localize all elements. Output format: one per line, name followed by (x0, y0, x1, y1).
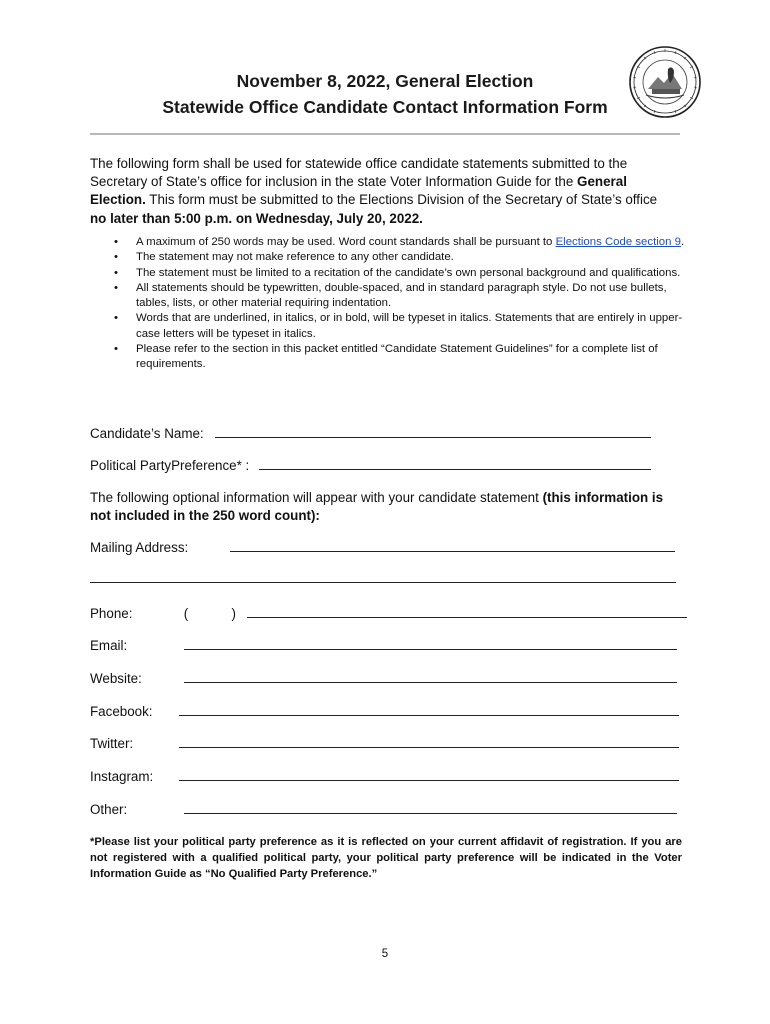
email-field (90, 637, 677, 653)
phone-area-close: ) (231, 606, 236, 621)
form-title-line2: Statewide Office Candidate Contact Information Form (162, 97, 608, 117)
phone-field (90, 605, 687, 621)
phone-label: Phone: (90, 606, 133, 621)
mailing-address-input[interactable] (230, 539, 675, 552)
mailing-address-input-line2[interactable] (90, 582, 676, 583)
list-item: • Please refer to the section in this packet entitled “Candidate Statement Guidelines” for a complete list of requirements. (114, 343, 658, 371)
elections-code-link[interactable]: Elections Code section 9 (555, 236, 681, 248)
website-input[interactable] (184, 670, 677, 683)
phone-area-open: ( (183, 606, 189, 621)
facebook-field (90, 703, 679, 719)
email-input[interactable] (184, 637, 677, 650)
candidate-name-field (90, 425, 651, 441)
instagram-field (90, 768, 679, 784)
candidate-name-input[interactable] (215, 425, 651, 438)
website-label: Website: (90, 671, 142, 686)
intro-line3: Election. This form must be submitted to the Elections Division of the Secretary of State’s office (90, 192, 658, 208)
instagram-label: Instagram: (90, 769, 154, 784)
website-field (90, 670, 677, 686)
list-item: • All statements should be typewritten, double-spaced, and in standard paragraph style. Do not use bullets, tables, lists, or other material requiring indentation. (114, 281, 667, 310)
intro-line1: The following form shall be used for statewide office candidate statements submitted to the (90, 156, 628, 171)
other-input[interactable] (184, 801, 677, 814)
list-item: • The statement may not make reference to any other candidate. (114, 251, 454, 264)
other-field (90, 801, 677, 817)
facebook-label: Facebook: (90, 704, 153, 719)
requirements-list (90, 235, 685, 373)
list-item: • A maximum of 250 words may be used. Word count standards shall be pursuant to Elections Code section 9. (114, 236, 685, 248)
party-preference-footnote: *Please list your political party preference as it is reflected on your current affidavit of registration. If you are not registered with a qualified political party, your political party preference will be indicated in the Voter Information Guide as “No Qualified Party Preference.” (90, 836, 682, 880)
mailing-address-label: Mailing Address: (90, 540, 189, 555)
header-divider (90, 133, 680, 135)
twitter-label: Twitter: (90, 736, 134, 751)
intro-paragraph (90, 155, 685, 228)
list-item: • The statement must be limited to a recitation of the candidate’s own personal background and qualifications. (114, 266, 681, 279)
intro-line2: Secretary of State’s office for inclusion in the state Voter Information Guide for the General (90, 174, 627, 190)
party-preference-label: Political PartyPreference* : (90, 458, 250, 473)
party-preference-input[interactable] (259, 457, 651, 470)
twitter-input[interactable] (179, 735, 679, 748)
facebook-input[interactable] (179, 703, 679, 716)
twitter-field (90, 735, 679, 751)
intro-line4: no later than 5:00 p.m. on Wednesday, July 20, 2022. (90, 210, 423, 226)
mailing-address-field (90, 539, 675, 555)
email-label: Email: (90, 638, 128, 653)
party-preference-field (90, 457, 651, 473)
phone-input[interactable] (247, 605, 687, 618)
other-label: Other: (90, 802, 128, 817)
instagram-input[interactable] (179, 768, 679, 781)
form-title-line1: November 8, 2022, General Election (236, 71, 534, 91)
candidate-name-label: Candidate’s Name: (90, 426, 204, 441)
optional-info-note: The following optional information will appear with your candidate statement (this information is not included in the 250 word count): (90, 490, 664, 523)
page-number: 5 (381, 948, 389, 960)
list-item: • Words that are underlined, in italics, or in bold, will be typeset in italics. Statements that are entirely in upper-case letters will be typeset in italics. (114, 312, 683, 340)
